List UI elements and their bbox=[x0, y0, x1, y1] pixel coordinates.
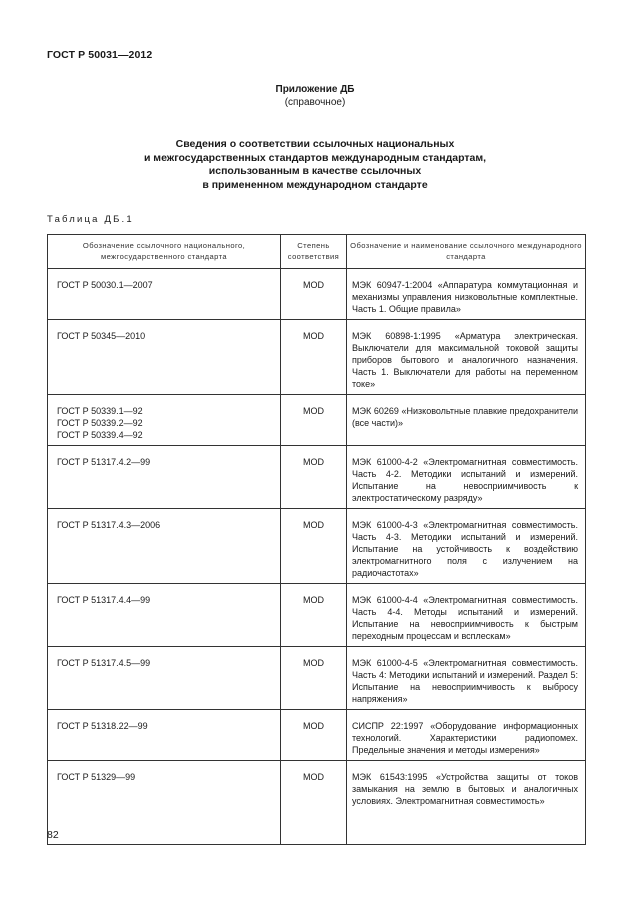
national-standard-code: ГОСТ Р 50339.4—92 bbox=[57, 430, 143, 440]
degree-cell: MOD bbox=[281, 446, 347, 509]
heading-line: и межгосударственных стандартов международным стандартам, bbox=[143, 151, 487, 164]
table-row bbox=[48, 509, 586, 584]
national-standard-code: ГОСТ Р 50030.1—2007 bbox=[57, 280, 153, 290]
table-header-row bbox=[48, 235, 586, 269]
national-standard-code: ГОСТ Р 51317.4.5—99 bbox=[57, 658, 151, 668]
table-row bbox=[48, 395, 586, 446]
degree-cell: MOD bbox=[281, 761, 347, 845]
international-standard-cell: МЭК 60269 «Низковольтные плавкие предохранители (все части)» bbox=[347, 395, 586, 446]
table-row bbox=[48, 647, 586, 710]
header-international-standard: Обозначение и наименование ссылочного международного стандарта bbox=[347, 235, 586, 269]
national-standard-code: ГОСТ Р 50339.1—92 bbox=[57, 406, 143, 416]
national-standard-code: ГОСТ Р 51317.4.3—2006 bbox=[57, 520, 161, 530]
heading-line: использованным в качестве ссылочных bbox=[208, 165, 422, 178]
national-standard-code: ГОСТ Р 51318.22—99 bbox=[57, 721, 148, 731]
national-standard-cell bbox=[48, 647, 281, 710]
table-row bbox=[48, 584, 586, 647]
national-standard-code: ГОСТ Р 51329—99 bbox=[57, 772, 136, 782]
heading-line: в примененном международном стандарте bbox=[202, 178, 428, 191]
heading-line: Сведения о соответствии ссылочных национальных bbox=[175, 138, 455, 150]
national-standard-cell bbox=[48, 395, 281, 446]
national-standard-cell bbox=[48, 761, 281, 845]
international-standard-cell: МЭК 61000-4-4 «Электромагнитная совместимость. Часть 4-4. Методы испытаний и измерений. Испытание на невосприимчивость к быстрым переходным процессам и всплескам» bbox=[347, 584, 586, 647]
national-standard-cell bbox=[48, 509, 281, 584]
table-row bbox=[48, 320, 586, 395]
international-standard-cell: МЭК 60898-1:1995 «Арматура электрическая. Выключатели для максимальной токовой защиты приборов бытового и аналогичного назначения. Часть 1. Выключатели для работы на переменном токе» bbox=[347, 320, 586, 395]
national-standard-code: ГОСТ Р 50345—2010 bbox=[57, 331, 146, 341]
header-national-standard: Обозначение ссылочного национального, межгосударственного стандарта bbox=[48, 235, 281, 269]
appendix-label bbox=[0, 84, 630, 109]
table-body bbox=[48, 269, 586, 845]
national-standard-code: ГОСТ Р 50339.2—92 bbox=[57, 418, 143, 428]
degree-cell: MOD bbox=[281, 269, 347, 320]
page-number: 82 bbox=[47, 829, 59, 841]
appendix-subtitle: (справочное) bbox=[284, 96, 346, 108]
header-degree: Степень соответствия bbox=[281, 235, 347, 269]
table-row bbox=[48, 269, 586, 320]
table-row bbox=[48, 710, 586, 761]
national-standard-cell bbox=[48, 320, 281, 395]
national-standard-cell bbox=[48, 269, 281, 320]
international-standard-cell: СИСПР 22:1997 «Оборудование информационных технологий. Характеристики радиопомех. Предельные значения и методы измерения» bbox=[347, 710, 586, 761]
section-heading bbox=[0, 138, 630, 192]
table-row bbox=[48, 761, 586, 845]
national-standard-cell bbox=[48, 710, 281, 761]
table-caption: Таблица ДБ.1 bbox=[47, 214, 134, 225]
standards-table bbox=[47, 234, 586, 845]
national-standard-cell bbox=[48, 584, 281, 647]
national-standard-code: ГОСТ Р 51317.4.4—99 bbox=[57, 595, 151, 605]
national-standard-code: ГОСТ Р 51317.4.2—99 bbox=[57, 457, 151, 467]
document-id: ГОСТ Р 50031—2012 bbox=[47, 49, 153, 61]
international-standard-cell: МЭК 61000-4-5 «Электромагнитная совместимость. Часть 4: Методики испытаний и измерений. Раздел 5: Испытание на невосприимчивость к выбросу напряжения» bbox=[347, 647, 586, 710]
degree-cell: MOD bbox=[281, 584, 347, 647]
degree-cell: MOD bbox=[281, 395, 347, 446]
degree-cell: MOD bbox=[281, 509, 347, 584]
degree-cell: MOD bbox=[281, 647, 347, 710]
international-standard-cell: МЭК 61000-4-2 «Электромагнитная совместимость. Часть 4-2. Методики испытаний и измерений. Испытание на невосприимчивость к электростатическому разряду» bbox=[347, 446, 586, 509]
degree-cell: MOD bbox=[281, 710, 347, 761]
degree-cell: MOD bbox=[281, 320, 347, 395]
international-standard-cell: МЭК 61000-4-3 «Электромагнитная совместимость. Часть 4-3. Методики испытаний и измерений. Испытание на устойчивость к воздействию электромагнитного поля с излучением на радиочастотах» bbox=[347, 509, 586, 584]
international-standard-cell: МЭК 61543:1995 «Устройства защиты от токов замыкания на землю в бытовых и аналогичных условиях. Электромагнитная совместимость» bbox=[347, 761, 586, 845]
appendix-title: Приложение ДБ bbox=[275, 84, 355, 95]
table-row bbox=[48, 446, 586, 509]
national-standard-cell bbox=[48, 446, 281, 509]
international-standard-cell: МЭК 60947-1:2004 «Аппаратура коммутационная и механизмы управления низковольтные комплектные. Часть 1. Общие правила» bbox=[347, 269, 586, 320]
